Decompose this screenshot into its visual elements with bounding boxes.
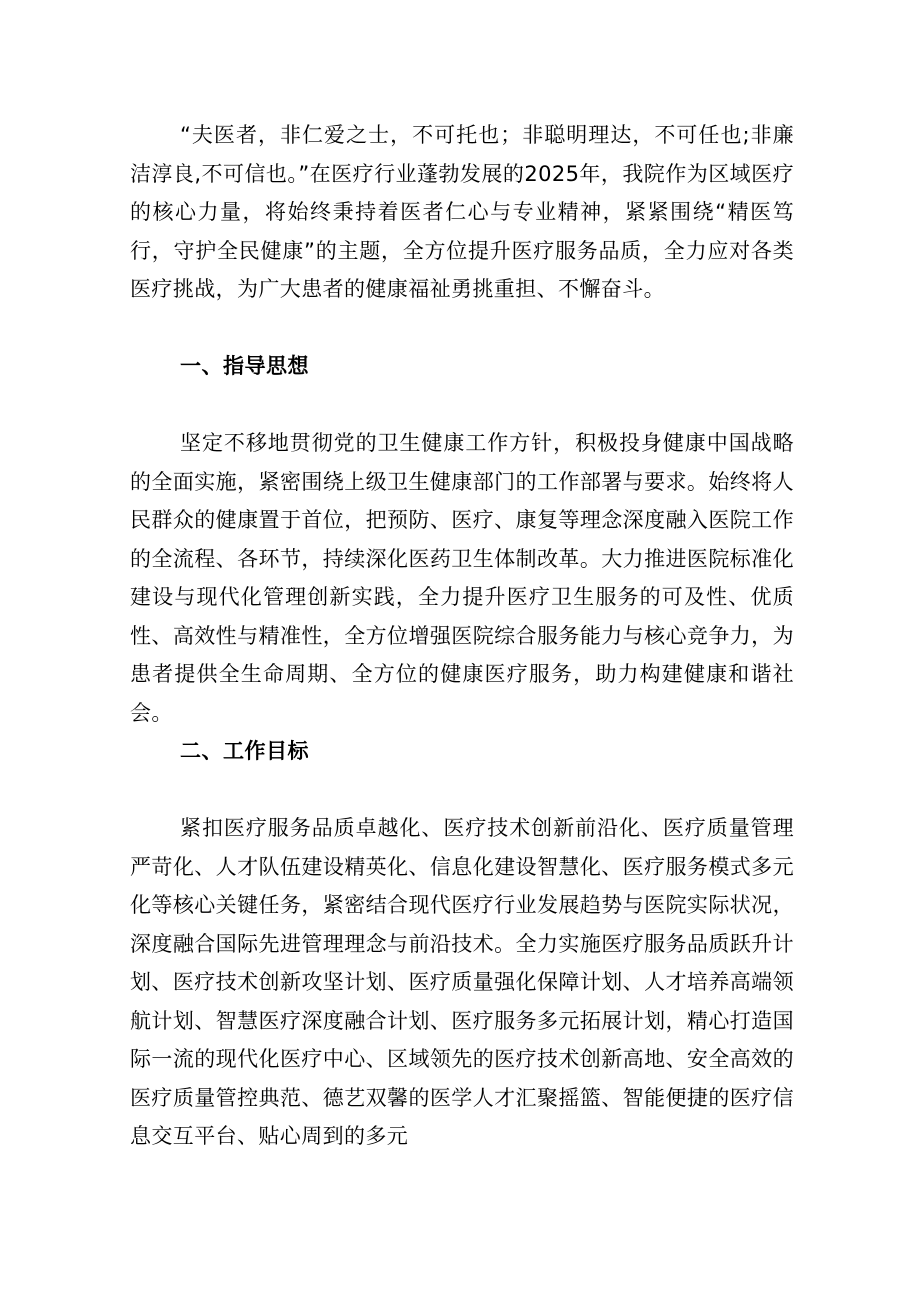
section-heading-work-goals: 二、工作目标 bbox=[180, 739, 309, 763]
work-goals-paragraph: 紧扣医疗服务品质卓越化、医疗技术创新前沿化、医疗质量管理严苛化、人才队伍建设精英化、信息化建设智慧化、医疗服务模式多元化等核心关键任务，紧密结合现代医疗行业发展趋势与医院实际状况，深度融合国际先进管理理念与前沿技术。全力实施医疗服务品质跃升计划、医疗技术创新攻坚计划、医疗质量强化保障计划、人才培养高端领航计划、智慧医疗深度融合计划、医疗服务多元拓展计划，精心打造国际一流的现代化医疗中心、区域领先的医疗技术创新高地、安全高效的医疗质量管控典范、德艺双馨的医学人才汇聚摇篮、智能便捷的医疗信息交互平台、贴心周到的多元 bbox=[130, 816, 794, 1148]
guiding-ideology-paragraph: 坚定不移地贯彻党的卫生健康工作方针，积极投身健康中国战略的全面实施，紧密围绕上级卫生健康部门的工作部署与要求。始终将人民群众的健康置于首位，把预防、医疗、康复等理念深度融入医院工作的全流程、各环节，持续深化医药卫生体制改革。大力推进医院标准化建设与现代化管理创新实践，全力提升医疗卫生服务的可及性、优质性、高效性与精准性，全方位增强医院综合服务能力与核心竞争力，为患者提供全生命周期、全方位的健康医疗服务，助力构建健康和谐社会。 bbox=[130, 431, 794, 725]
section-heading-guiding-ideology: 一、指导思想 bbox=[180, 354, 309, 378]
intro-paragraph: “夫医者，非仁爱之士，不可托也；非聪明理达，不可任也;非廉洁淳良,不可信也。”在医疗行业蓬勃发展的2025年，我院作为区域医疗的核心力量，将始终秉持着医者仁心与专业精神，紧紧围绕“精医笃行，守护全民健康”的主题，全方位提升医疗服务品质，全力应对各类医疗挑战，为广大患者的健康福祉勇挑重担、不懈奋斗。 bbox=[130, 123, 794, 301]
